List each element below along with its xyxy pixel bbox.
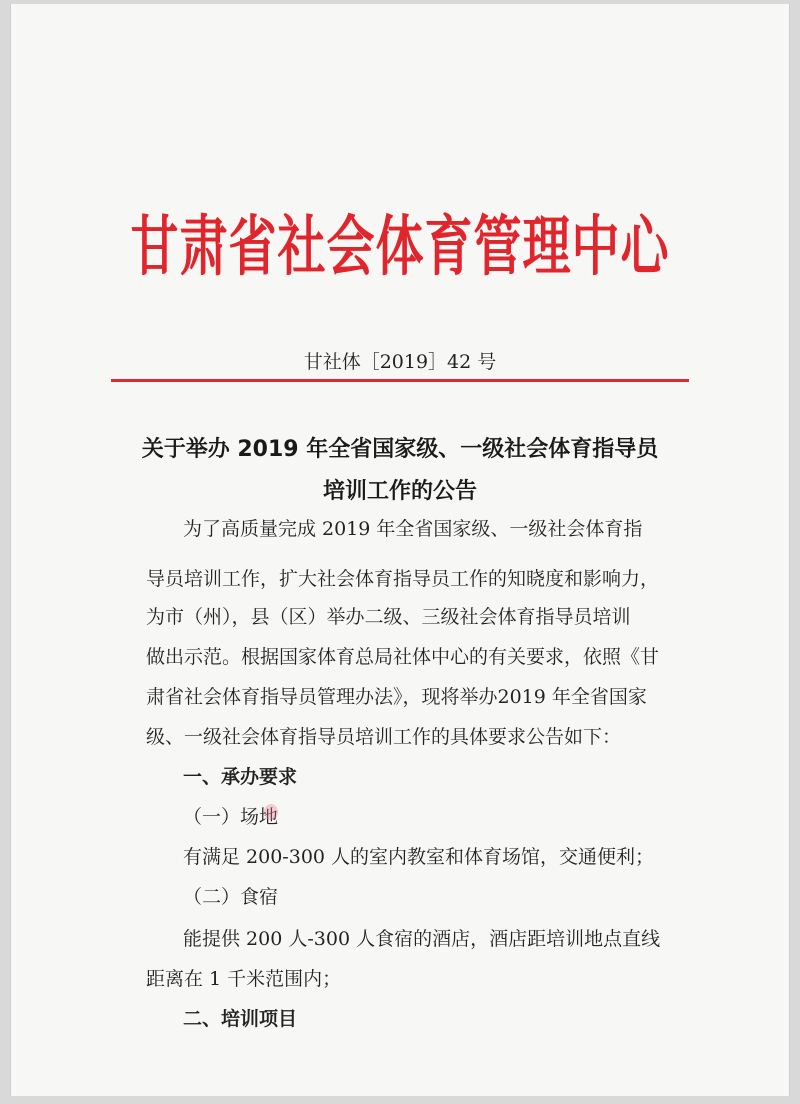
intro-line-4: 做出示范。根据国家体育总局社体中心的有关要求，依照《甘 [146, 646, 660, 668]
subsection-lodging-text-1: 能提供 200 人-300 人食宿的酒店，酒店距培训地点直线 [183, 928, 661, 950]
intro-line-2: 导员培训工作，扩大社会体育指导员工作的知晓度和影响力， [146, 568, 660, 590]
subsection-lodging-text-2: 距离在 1 千米范围内； [146, 968, 342, 990]
notice-title-line-2: 培训工作的公告 [322, 479, 477, 504]
document-page [10, 4, 790, 1096]
subsection-venue-heading: （一）场地 [183, 806, 279, 828]
intro-line-1: 为了高质量完成 2019 年全省国家级、一级社会体育指 [183, 518, 643, 540]
intro-line-5: 肃省社会体育指导员管理办法》，现将举办2019 年全省国家 [146, 686, 647, 708]
red-divider-line [111, 379, 689, 382]
subsection-lodging-heading: （二）食宿 [183, 886, 279, 908]
section-2-heading: 二、培训项目 [183, 1008, 298, 1030]
document-number: 甘社体［2019］42 号 [303, 351, 497, 373]
issuer-heading: 甘肃省社会体育管理中心 [130, 208, 670, 285]
subsection-venue-text: 有满足 200-300 人的室内教室和体育场馆，交通便利； [183, 846, 655, 868]
intro-line-6: 级、一级社会体育指导员培训工作的具体要求公告如下： [146, 726, 622, 748]
ink-smudge [264, 804, 278, 820]
notice-title-line-1: 关于举办 2019 年全省国家级、一级社会体育指导员 [141, 437, 659, 462]
section-1-heading: 一、承办要求 [183, 766, 298, 788]
intro-line-3: 为市（州），县（区）举办二级、三级社会体育指导员培训 [146, 606, 631, 628]
